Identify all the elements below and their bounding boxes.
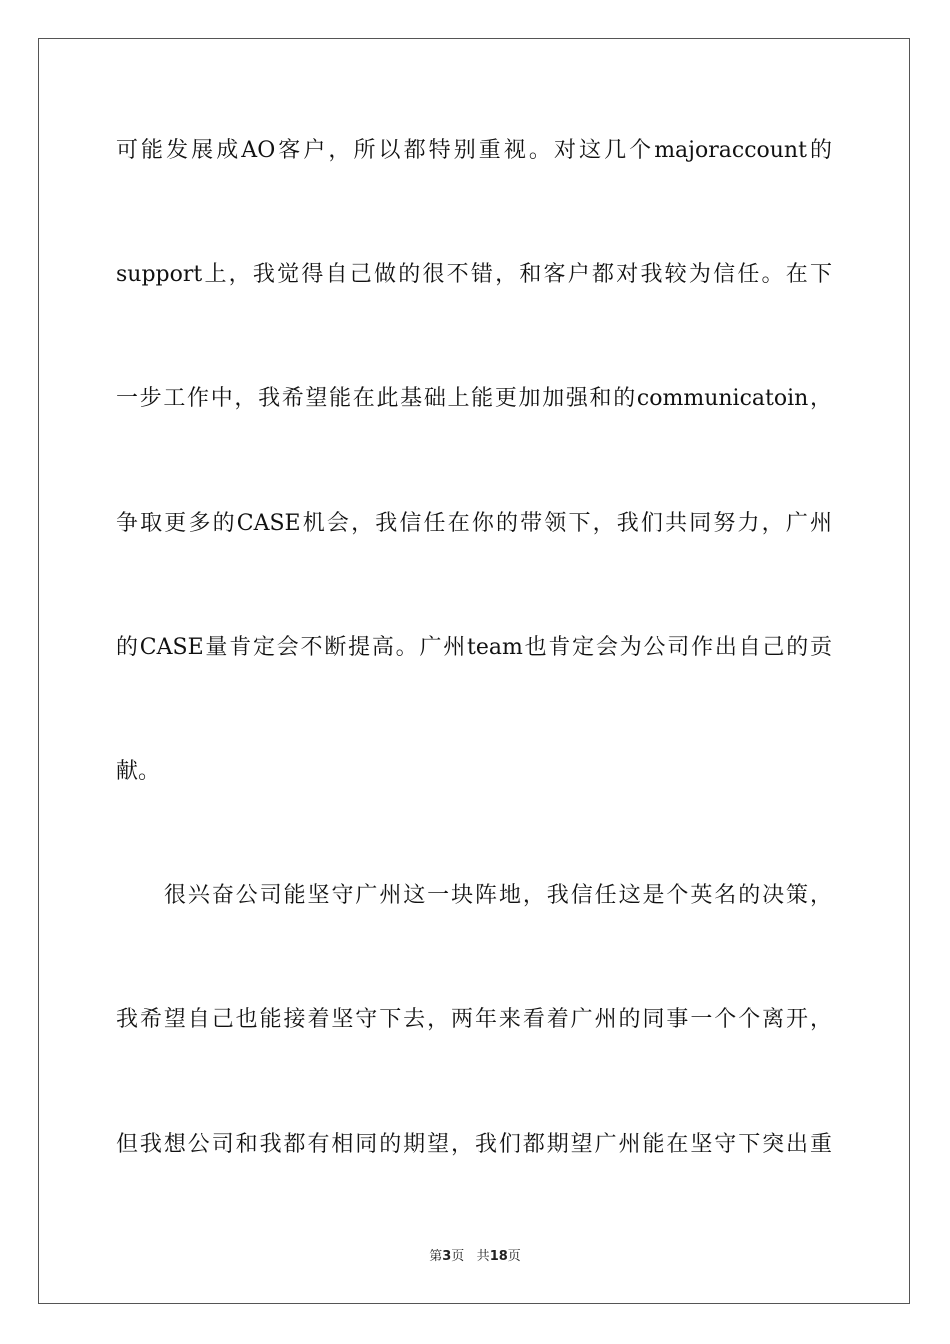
page-border xyxy=(38,38,910,1304)
text-line: 的CASE量肯定会不断提高。广州team也肯定会为公司作出自己的贡 xyxy=(116,635,832,660)
total-pages: 18 xyxy=(489,1249,508,1264)
text-line: 一步工作中，我希望能在此基础上能更加加强和的communicatoin， xyxy=(116,386,832,411)
total-prefix: 共 xyxy=(476,1249,490,1264)
page-number: 3 xyxy=(442,1249,452,1264)
total-suffix: 页 xyxy=(507,1249,521,1264)
text-line: support上，我觉得自己做的很不错，和客户都对我较为信任。在下 xyxy=(116,262,832,287)
text-line: 很兴奋公司能坚守广州这一块阵地，我信任这是个英名的决策， xyxy=(164,883,832,908)
page-suffix: 页 xyxy=(451,1249,465,1264)
text-line: 争取更多的CASE机会，我信任在你的带领下，我们共同努力，广州 xyxy=(116,511,832,536)
text-line: 可能发展成AO客户，所以都特别重视。对这几个majoraccount的 xyxy=(116,138,832,163)
page-footer xyxy=(0,1248,950,1266)
text-line: 我希望自己也能接着坚守下去，两年来看着广州的同事一个个离开， xyxy=(116,1007,832,1032)
page-prefix: 第 xyxy=(429,1249,443,1264)
text-line: 献。 xyxy=(116,759,161,784)
text-line: 但我想公司和我都有相同的期望，我们都期望广州能在坚守下突出重 xyxy=(116,1132,832,1157)
